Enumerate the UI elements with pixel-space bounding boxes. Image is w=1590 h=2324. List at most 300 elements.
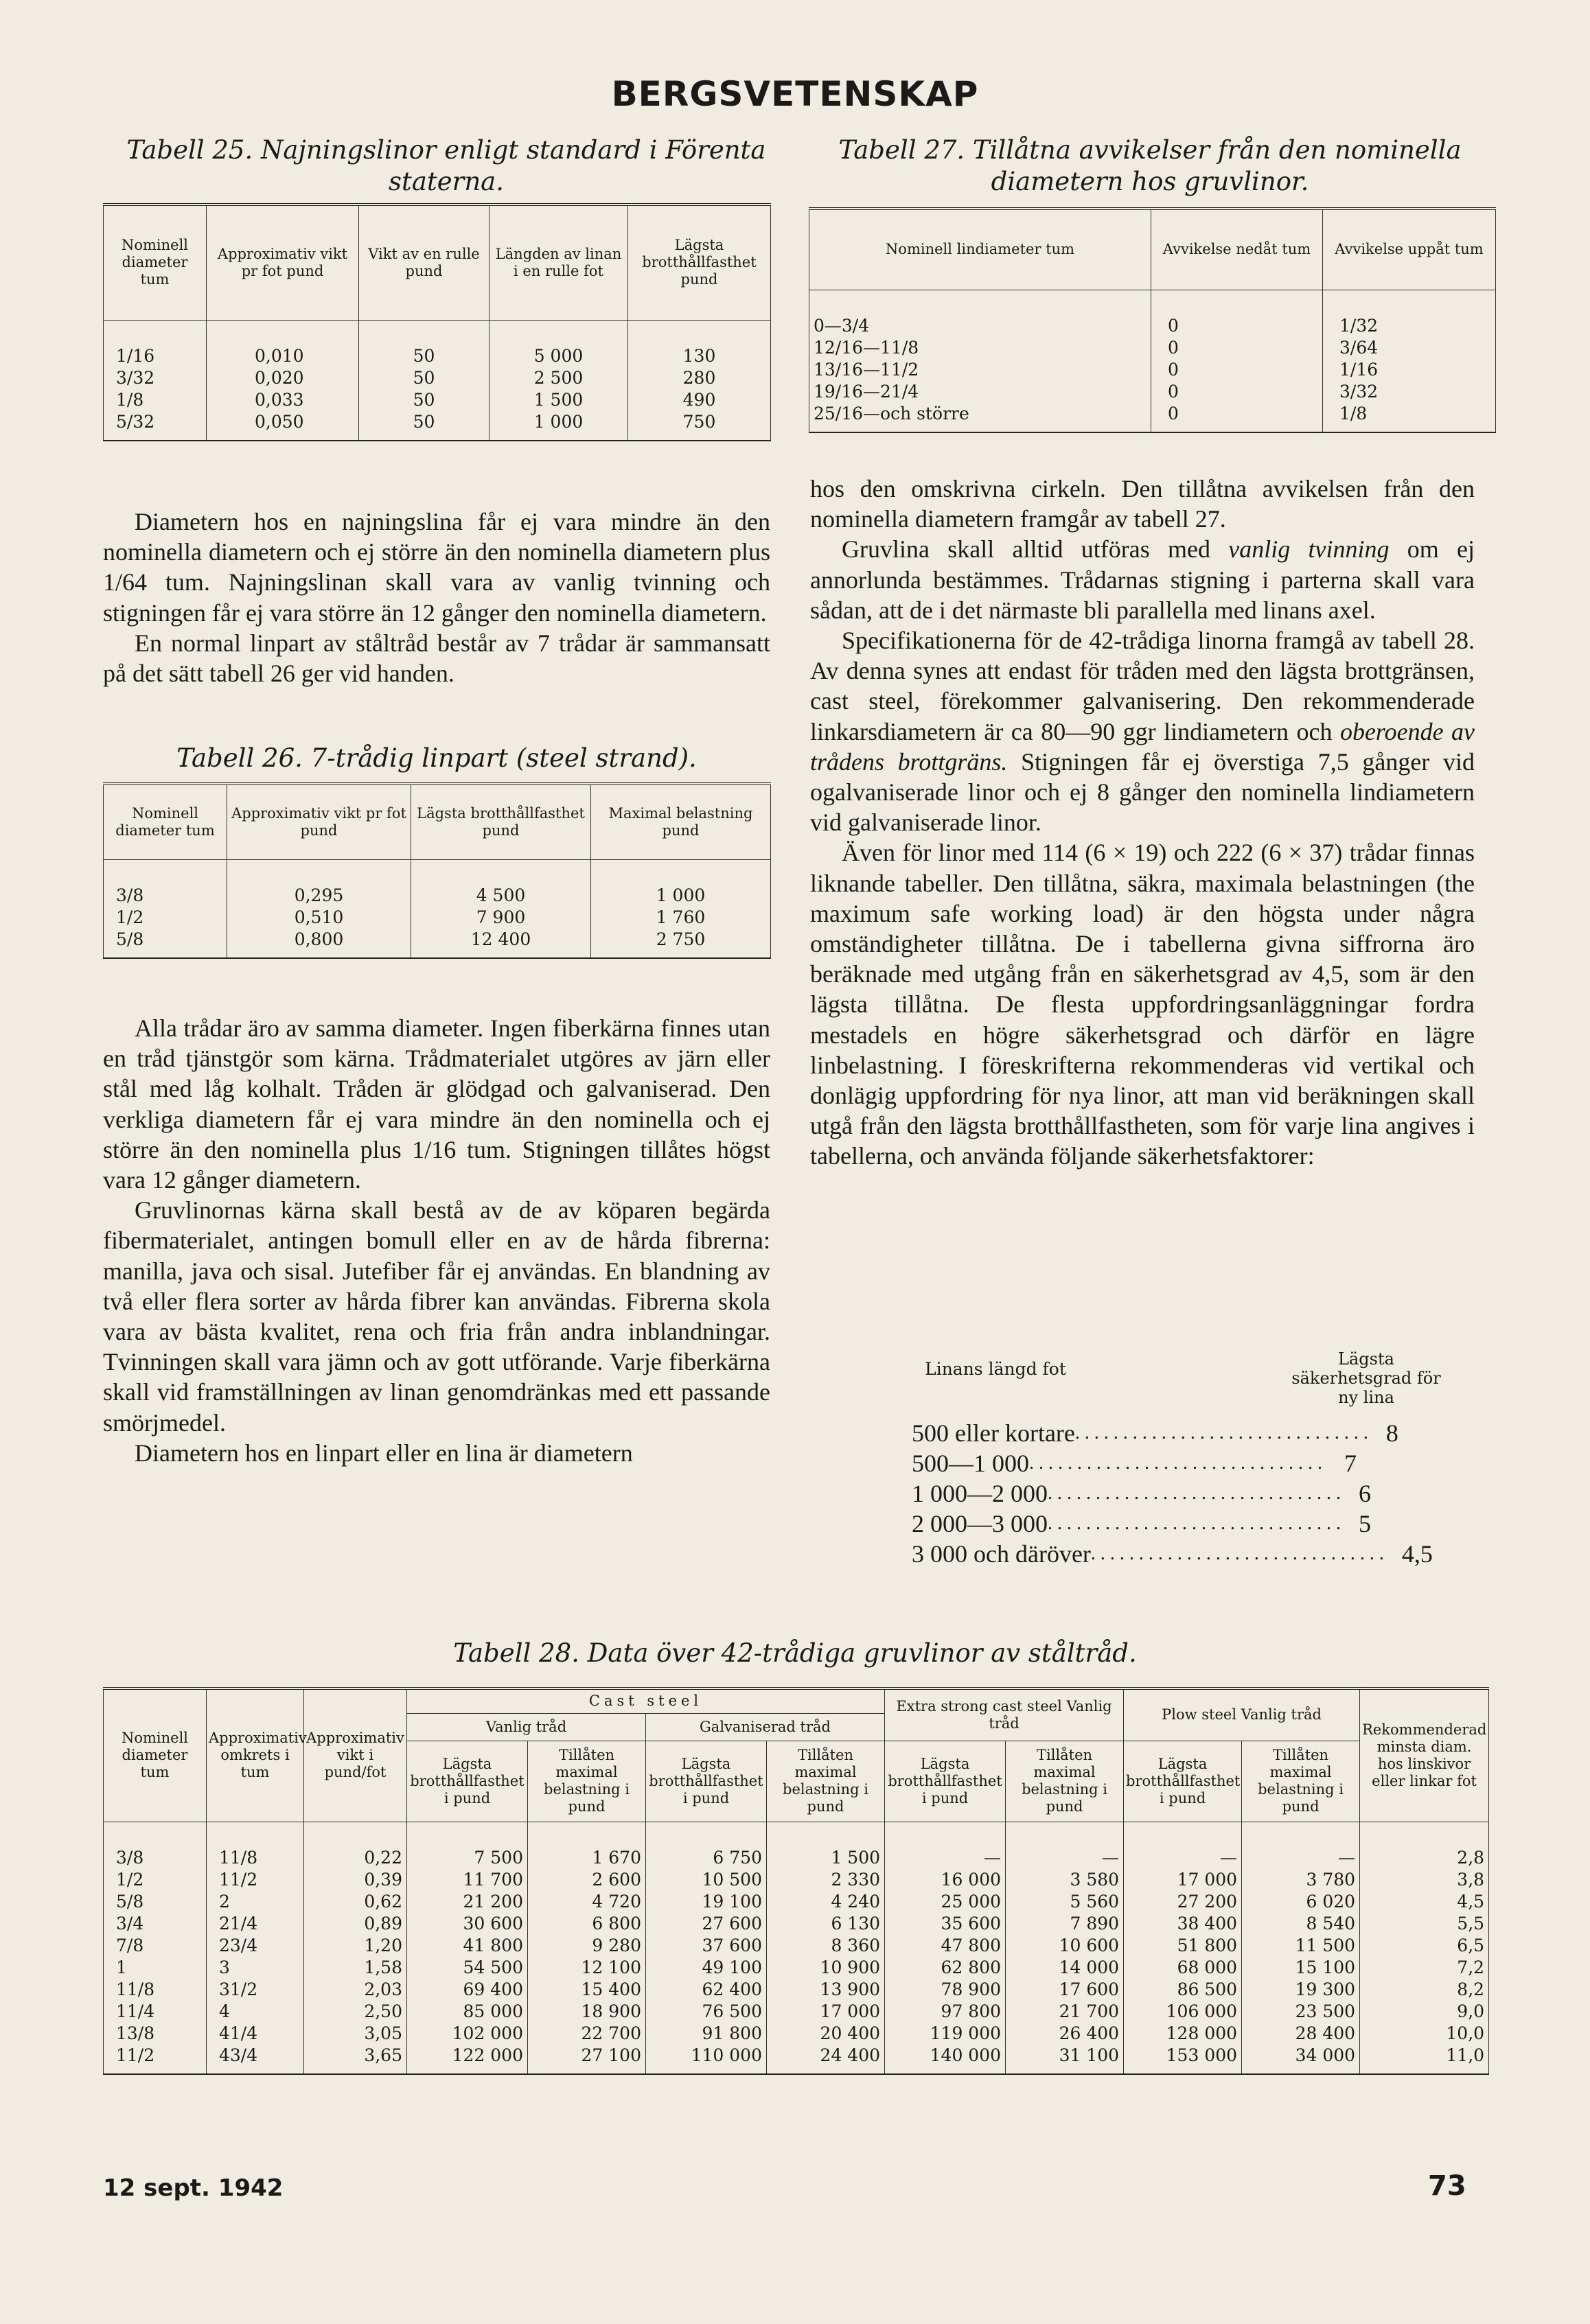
factor-length: 500 eller kortare: [912, 1419, 1075, 1447]
table-cell: 12 100: [528, 1957, 646, 1979]
table-cell: 5/8: [104, 929, 227, 951]
table-cell: 0: [1151, 403, 1323, 425]
table27-header: Nominell lindiameter tum: [809, 209, 1151, 290]
text-italic: vanlig tvinning: [1228, 535, 1390, 563]
table-cell: 26 400: [1006, 2023, 1124, 2045]
table-cell: 1 000: [591, 885, 771, 907]
spacer-cell: [1242, 2067, 1360, 2074]
factor-row: [912, 1418, 1406, 1448]
spacer-cell: [411, 859, 591, 885]
table-cell: 21 700: [1006, 2001, 1124, 2023]
table-row: [104, 907, 771, 929]
spacer-cell: [1360, 1822, 1489, 1847]
table27-header: Avvikelse uppåt tum: [1323, 209, 1496, 290]
spacer-cell: [489, 320, 628, 345]
table-cell: 110 000: [646, 2045, 767, 2067]
table-cell: 25 000: [885, 1891, 1006, 1913]
table-cell: 0: [1151, 381, 1323, 403]
factor-row: [912, 1448, 1406, 1478]
table-cell: 4 720: [528, 1891, 646, 1913]
table-cell: 0,89: [304, 1913, 407, 1935]
factor-value: 4,5: [1401, 1540, 1433, 1568]
factor-head-length: Linans längd fot: [925, 1359, 1066, 1379]
table-cell: 102 000: [407, 2023, 528, 2045]
table-cell: 4 500: [411, 885, 591, 907]
table-cell: 0,62: [304, 1891, 407, 1913]
table-cell: 1/16: [104, 345, 207, 367]
table-cell: 2,03: [304, 1979, 407, 2001]
table-cell: 3/32: [1323, 381, 1496, 403]
table-cell: 27 100: [528, 2045, 646, 2067]
table-cell: 69 400: [407, 1979, 528, 2001]
paragraph: Diametern hos en najningslina får ej vara mindre än den nominella diametern och ej större än den nominella diametern plus 1/64 tum. Najningslinan skall vara av vanlig tvinning och stigningen får ej vara större än 12 gånger den nominella diametern.: [103, 508, 770, 627]
dot-leader: . . . . . . . . . . . . . . . . . . . . . . . . . . . . . . .: [1029, 1452, 1322, 1474]
table-cell: —: [1006, 1847, 1124, 1869]
table-cell: 50: [359, 367, 489, 389]
table-cell: 21 200: [407, 1891, 528, 1913]
table28-header: Cast steel: [407, 1688, 885, 1713]
table-cell: 130: [628, 345, 771, 367]
table-cell: 1/32: [1323, 315, 1496, 337]
table-cell: 0,010: [207, 345, 359, 367]
table-cell: 54 500: [407, 1957, 528, 1979]
table-cell: 0,033: [207, 389, 359, 411]
table-cell: 0,22: [304, 1847, 407, 1869]
table-cell: 2 600: [528, 1869, 646, 1891]
table-cell: 13/16—11/2: [809, 359, 1151, 381]
table-cell: 11/2: [207, 1869, 304, 1891]
spacer-cell: [628, 320, 771, 345]
table-cell: 8 540: [1242, 1913, 1360, 1935]
table-cell: 0,020: [207, 367, 359, 389]
table-cell: 10,0: [1360, 2023, 1489, 2045]
table-cell: 2 750: [591, 929, 771, 951]
table25-header: Nominell diameter tum: [104, 205, 207, 320]
table-row: [809, 381, 1496, 403]
table-cell: 19 300: [1242, 1979, 1360, 2001]
spacer-cell: [207, 433, 359, 441]
table-cell: 51 800: [1124, 1935, 1242, 1957]
table-cell: 3/4: [104, 1913, 207, 1935]
spacer-cell: [304, 2067, 407, 2074]
left-text-1: [103, 507, 770, 688]
table-cell: 97 800: [885, 2001, 1006, 2023]
table28-header: Plow steel Vanlig tråd: [1124, 1688, 1360, 1741]
spacer-cell: [1242, 1822, 1360, 1847]
factor-value: 7: [1344, 1450, 1357, 1477]
table-cell: 34 000: [1242, 2045, 1360, 2067]
table-cell: 1: [104, 1957, 207, 1979]
table-cell: 3,8: [1360, 1869, 1489, 1891]
table-row: [809, 403, 1496, 425]
spacer-cell: [359, 320, 489, 345]
spacer-cell: [207, 1822, 304, 1847]
table-row: [104, 1847, 1489, 1869]
table28: [103, 1687, 1489, 2075]
table-cell: 4 240: [767, 1891, 885, 1913]
spacer-cell: [104, 951, 227, 958]
table-cell: 2 330: [767, 1869, 885, 1891]
table-row: [809, 315, 1496, 337]
table-cell: 12 400: [411, 929, 591, 951]
table28-header: Approximativ omkrets i tum: [207, 1688, 304, 1822]
table25-header: Längden av linan i en rulle fot: [489, 205, 628, 320]
table26-header: Nominell diameter tum: [104, 784, 227, 859]
spacer-cell: [628, 433, 771, 441]
table-cell: 0,050: [207, 411, 359, 433]
table-cell: 1 500: [767, 1847, 885, 1869]
spacer-cell: [104, 859, 227, 885]
table28-header: Galvaniserad tråd: [646, 1713, 885, 1741]
spacer-cell: [104, 2067, 207, 2074]
factor-row: [912, 1478, 1406, 1509]
table-row: [104, 885, 771, 907]
table-cell: 6 020: [1242, 1891, 1360, 1913]
factor-row: [912, 1539, 1433, 1569]
table-cell: 49 100: [646, 1957, 767, 1979]
table-cell: 3 580: [1006, 1869, 1124, 1891]
table-cell: 91 800: [646, 2023, 767, 2045]
spacer-cell: [646, 1822, 767, 1847]
table-cell: 31 100: [1006, 2045, 1124, 2067]
table-cell: 38 400: [1124, 1913, 1242, 1935]
table26-header: Approximativ vikt pr fot pund: [227, 784, 411, 859]
table-cell: 62 400: [646, 1979, 767, 2001]
table-cell: 0,800: [227, 929, 411, 951]
table-row: [104, 1957, 1489, 1979]
table-cell: 4: [207, 2001, 304, 2023]
table-row: [104, 1869, 1489, 1891]
table-cell: 11/8: [104, 1979, 207, 2001]
factor-value: 5: [1359, 1510, 1371, 1537]
table-row: [104, 2001, 1489, 2023]
table-row: [104, 345, 771, 367]
table-cell: 15 400: [528, 1979, 646, 2001]
table-cell: 12/16—11/8: [809, 337, 1151, 359]
paragraph: Gruvlinornas kärna skall bestå av de av köparen begärda fibermaterialet, antingen bomull eller en av de hårda fibrerna: manilla, java och sisal. Jutefiber får ej användas. En blandning av två eller flera sorter av hårda fibrer kan användas. Fibrerna skola vara av bästa kvalitet, rena och fria från andra inblandningar. Tvinningen skall vara jämn och av gott utförande. Varje fiberkärna skall vid framställningen av linan genomdränkas med ett passande smörjmedel.: [103, 1196, 770, 1437]
journal-header: BERGSVETENSKAP: [611, 74, 979, 114]
spacer-cell: [767, 1822, 885, 1847]
table-cell: 23/4: [207, 1935, 304, 1957]
table-cell: 10 600: [1006, 1935, 1124, 1957]
factor-length: 500—1 000: [912, 1450, 1029, 1477]
table-cell: 14 000: [1006, 1957, 1124, 1979]
table-cell: 3,05: [304, 2023, 407, 2045]
table-cell: 10 500: [646, 1869, 767, 1891]
table-cell: 27 200: [1124, 1891, 1242, 1913]
table-cell: 0,510: [227, 907, 411, 929]
spacer-cell: [227, 859, 411, 885]
text-italic: oberoende av trådens brottgräns.: [810, 717, 1475, 776]
table-row: [809, 359, 1496, 381]
spacer-cell: [885, 1822, 1006, 1847]
table-cell: 20 400: [767, 2023, 885, 2045]
factor-value: 8: [1385, 1419, 1398, 1447]
spacer-cell: [528, 2067, 646, 2074]
spacer-cell: [1151, 290, 1323, 315]
spacer-cell: [1006, 2067, 1124, 2074]
factor-row: [912, 1509, 1406, 1539]
table26: [103, 782, 771, 959]
spacer-cell: [1124, 2067, 1242, 2074]
table-row: [104, 2045, 1489, 2067]
table-cell: 18 900: [528, 2001, 646, 2023]
table-cell: 11/4: [104, 2001, 207, 2023]
spacer-cell: [104, 320, 207, 345]
table-cell: 62 800: [885, 1957, 1006, 1979]
table-cell: 23 500: [1242, 2001, 1360, 2023]
table-cell: 2,50: [304, 2001, 407, 2023]
table-cell: 11 500: [1242, 1935, 1360, 1957]
table28-header: Lägsta brotthållfasthet i pund: [646, 1741, 767, 1822]
table-cell: 27 600: [646, 1913, 767, 1935]
paragraph: hos den omskrivna cirkeln. Den tillåtna avvikelsen från den nominella diametern framgår av tabell 27.: [810, 475, 1475, 533]
table-row: [104, 2023, 1489, 2045]
table-row: [104, 411, 771, 433]
table-cell: 30 600: [407, 1913, 528, 1935]
spacer-cell: [591, 951, 771, 958]
table-cell: 128 000: [1124, 2023, 1242, 2045]
spacer-cell: [646, 2067, 767, 2074]
table-cell: 78 900: [885, 1979, 1006, 2001]
table-cell: 28 400: [1242, 2023, 1360, 2045]
table28-header: Lägsta brotthållfasthet i pund: [1124, 1741, 1242, 1822]
table28-caption: Tabell 28. Data över 42-trådiga gruvlinor av ståltråd.: [453, 1638, 1137, 1668]
table28-header: Rekommenderad minsta diam. hos linskivor eller linkar fot: [1360, 1688, 1489, 1822]
text-run: om ej annorlunda bestämmes. Trådarnas stigning i parterna skall vara sådan, att de i det närmaste bli parallella med linans axel.: [810, 535, 1475, 624]
table-cell: 140 000: [885, 2045, 1006, 2067]
table-cell: 43/4: [207, 2045, 304, 2067]
table-cell: 6 130: [767, 1913, 885, 1935]
table-cell: 50: [359, 345, 489, 367]
table-row: [104, 1979, 1489, 2001]
table-cell: 4,5: [1360, 1891, 1489, 1913]
table26-caption: Tabell 26. 7-trådig linpart (steel strand).: [176, 743, 697, 773]
paragraph: [810, 534, 1475, 625]
table-cell: 35 600: [885, 1913, 1006, 1935]
table-cell: 8 360: [767, 1935, 885, 1957]
table-cell: 106 000: [1124, 2001, 1242, 2023]
paragraph: Diametern hos en linpart eller en lina är diametern: [135, 1439, 633, 1467]
spacer-cell: [1323, 290, 1496, 315]
table-cell: 3/32: [104, 367, 207, 389]
table-cell: 3: [207, 1957, 304, 1979]
spacer-cell: [591, 859, 771, 885]
table-cell: —: [885, 1847, 1006, 1869]
spacer-cell: [227, 951, 411, 958]
table-cell: 7 890: [1006, 1913, 1124, 1935]
table25-header: Vikt av en rulle pund: [359, 205, 489, 320]
table-cell: 7 900: [411, 907, 591, 929]
paragraph: Även för linor med 114 (6 × 19) och 222 (6 × 37) trådar finnas liknande tabeller. Den tillåtna, säkra, maximala belastningen (the maximum safe working load) är den högsta under några omständigheter tillåtna. De i tabellerna givna siffrorna äro beräknade med utgång från en säkerhetsgrad av 4,5, som är den lägsta tillåtna. De flesta uppfordringsanläggningar fordra mestadels en högre säkerhetsgrad och därför en lägre linbelastning. I föreskrifterna rekommenderas vid vertikal och donlägig uppfordring för nya linor, att man vid beräkningen skall utgå från den lägsta brotthållfastheten, som för varje lina angives i tabellerna, och använda följande säkerhetsfaktorer:: [810, 839, 1475, 1170]
table-cell: 5 000: [489, 345, 628, 367]
table-cell: 47 800: [885, 1935, 1006, 1957]
spacer-cell: [304, 1822, 407, 1847]
factor-value: 6: [1359, 1480, 1371, 1507]
table-row: [104, 1913, 1489, 1935]
table-cell: 11 700: [407, 1869, 528, 1891]
dot-leader: . . . . . . . . . . . . . . . . . . . . . . . . . . . . . . .: [1048, 1513, 1341, 1534]
table-cell: 280: [628, 367, 771, 389]
table-row: [104, 929, 771, 951]
spacer-cell: [407, 2067, 528, 2074]
table-cell: 76 500: [646, 2001, 767, 2023]
table-cell: 0: [1151, 315, 1323, 337]
table-cell: 21/4: [207, 1913, 304, 1935]
table28-header: Tillåten maximal belastning i pund: [1006, 1741, 1124, 1822]
table26-header: Maximal belastning pund: [591, 784, 771, 859]
table25-header: Approximativ vikt pr fot pund: [207, 205, 359, 320]
table-cell: 0—3/4: [809, 315, 1151, 337]
left-text-2: [103, 1013, 770, 1468]
spacer-cell: [1151, 425, 1323, 432]
table-cell: 5 560: [1006, 1891, 1124, 1913]
table27-caption: Tabell 27. Tillåtna avvikelser från den nominella diametern hos gruvlinor.: [838, 135, 1462, 196]
table28-header: Lägsta brotthållfasthet i pund: [885, 1741, 1006, 1822]
table-cell: 1,20: [304, 1935, 407, 1957]
spacer-cell: [885, 2067, 1006, 2074]
table-cell: 86 500: [1124, 1979, 1242, 2001]
table-cell: 750: [628, 411, 771, 433]
table-cell: 2: [207, 1891, 304, 1913]
spacer-cell: [528, 1822, 646, 1847]
paragraph: [810, 625, 1475, 837]
table-cell: 85 000: [407, 2001, 528, 2023]
table-cell: 17 000: [1124, 1869, 1242, 1891]
table-cell: 5/32: [104, 411, 207, 433]
table-cell: 9,0: [1360, 2001, 1489, 2023]
table-row: [809, 337, 1496, 359]
table-cell: 490: [628, 389, 771, 411]
table-cell: 1 670: [528, 1847, 646, 1869]
table-cell: 3/8: [104, 1847, 207, 1869]
table28-header: Nominell diameter tum: [104, 1688, 207, 1822]
table-cell: 3 780: [1242, 1869, 1360, 1891]
table-cell: 3,65: [304, 2045, 407, 2067]
spacer-cell: [407, 1822, 528, 1847]
table28-header: Tillåten maximal belastning i pund: [767, 1741, 885, 1822]
spacer-cell: [809, 290, 1151, 315]
table-cell: 31/2: [207, 1979, 304, 2001]
table-cell: 11/8: [207, 1847, 304, 1869]
factor-table: [912, 1418, 1433, 1569]
factor-length: 1 000—2 000: [912, 1480, 1048, 1507]
spacer-cell: [489, 433, 628, 441]
table-cell: 25/16—och större: [809, 403, 1151, 425]
table-cell: 0: [1151, 359, 1323, 381]
table28-header: Approximativ vikt i pund/fot: [304, 1688, 407, 1822]
table-cell: 1/8: [1323, 403, 1496, 425]
table-cell: 24 400: [767, 2045, 885, 2067]
spacer-cell: [104, 1822, 207, 1847]
spacer-cell: [411, 951, 591, 958]
spacer-cell: [104, 433, 207, 441]
table-cell: 10 900: [767, 1957, 885, 1979]
table-cell: 13 900: [767, 1979, 885, 2001]
table-cell: 0,39: [304, 1869, 407, 1891]
table-cell: 9 280: [528, 1935, 646, 1957]
table-cell: 6 800: [528, 1913, 646, 1935]
table-cell: 50: [359, 411, 489, 433]
table-cell: 68 000: [1124, 1957, 1242, 1979]
table-cell: 3/64: [1323, 337, 1496, 359]
table-cell: 1/16: [1323, 359, 1496, 381]
table-cell: 0: [1151, 337, 1323, 359]
table-cell: 37 600: [646, 1935, 767, 1957]
table-cell: 122 000: [407, 2045, 528, 2067]
right-text: [810, 474, 1475, 1172]
paragraph: En normal linpart av ståltråd består av 7 trådar är sammansatt på det sätt tabell 26 ger vid handen.: [103, 629, 770, 688]
table-cell: 7 500: [407, 1847, 528, 1869]
table-cell: 3/8: [104, 885, 227, 907]
table-cell: 1/8: [104, 389, 207, 411]
table-cell: 1 500: [489, 389, 628, 411]
table-cell: —: [1242, 1847, 1360, 1869]
spacer-cell: [767, 2067, 885, 2074]
table27: [809, 207, 1496, 433]
table-cell: 41/4: [207, 2023, 304, 2045]
table-cell: 7,2: [1360, 1957, 1489, 1979]
table-cell: 41 800: [407, 1935, 528, 1957]
factor-length: 2 000—3 000: [912, 1510, 1048, 1537]
table-cell: 17 000: [767, 2001, 885, 2023]
table28-header: Extra strong cast steel Vanlig tråd: [885, 1688, 1124, 1741]
table-cell: 2,8: [1360, 1847, 1489, 1869]
spacer-cell: [207, 320, 359, 345]
dot-leader: . . . . . . . . . . . . . . . . . . . . . . . . . . . . . . .: [1048, 1483, 1341, 1504]
table25-header: Lägsta brotthållfasthet pund: [628, 205, 771, 320]
dot-leader: . . . . . . . . . . . . . . . . . . . . . . . . . . . . . . .: [1074, 1422, 1368, 1443]
spacer-cell: [1124, 1822, 1242, 1847]
table-cell: 19 100: [646, 1891, 767, 1913]
table-cell: 8,2: [1360, 1979, 1489, 2001]
table-cell: —: [1124, 1847, 1242, 1869]
table-cell: 13/8: [104, 2023, 207, 2045]
table28-header: Tillåten maximal belastning i pund: [1242, 1741, 1360, 1822]
table25-caption: Tabell 25. Najningslinor enligt standard i Förenta staterna.: [126, 135, 766, 196]
page-number: 73: [1428, 2170, 1466, 2202]
table28-header: Lägsta brotthållfasthet i pund: [407, 1741, 528, 1822]
spacer-cell: [809, 425, 1151, 432]
table-cell: 6 750: [646, 1847, 767, 1869]
table26-header: Lägsta brotthållfasthet pund: [411, 784, 591, 859]
table-row: [104, 367, 771, 389]
table-row: [104, 389, 771, 411]
text-run: Specifikationerna för de 42-trådiga linorna framgå av tabell 28. Av denna synes att endast för tråden med den lägsta brottgränsen, cast steel, förekommer galvanisering. Den rekommenderade linkarsdiametern är ca 80—90 ggr lindiametern och: [810, 627, 1475, 745]
table-row: [104, 1891, 1489, 1913]
factor-length: 3 000 och däröver: [912, 1540, 1091, 1568]
table-cell: 15 100: [1242, 1957, 1360, 1979]
table-cell: 7/8: [104, 1935, 207, 1957]
table-cell: 11/2: [104, 2045, 207, 2067]
table-cell: 22 700: [528, 2023, 646, 2045]
text-run: Stigningen får ej överstiga 7,5 gånger vid ogalvaniserade linor och ej 8 gånger den nominella lindiametern vid galvaniserade linor.: [810, 747, 1475, 837]
table-cell: 5/8: [104, 1891, 207, 1913]
table-cell: 50: [359, 389, 489, 411]
table27-header: Avvikelse nedåt tum: [1151, 209, 1323, 290]
text-run: Gruvlina skall alltid utföras med: [842, 535, 1229, 563]
table-cell: 17 600: [1006, 1979, 1124, 2001]
table-cell: 119 000: [885, 2023, 1006, 2045]
table28-header: Tillåten maximal belastning i pund: [528, 1741, 646, 1822]
table-cell: 1,58: [304, 1957, 407, 1979]
table-cell: 16 000: [885, 1869, 1006, 1891]
spacer-cell: [1323, 425, 1496, 432]
factor-head-factor: Lägsta säkerhetsgrad för ny lina: [1291, 1349, 1441, 1407]
table-cell: 1/2: [104, 1869, 207, 1891]
table-cell: 2 500: [489, 367, 628, 389]
table-cell: 1 760: [591, 907, 771, 929]
